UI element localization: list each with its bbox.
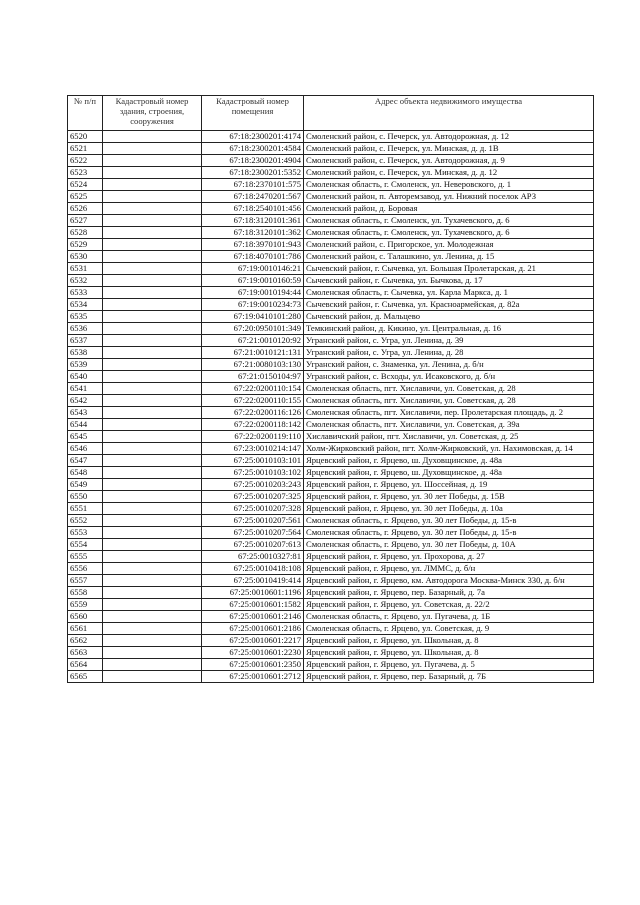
table-row [68,371,594,383]
premises-cadastral-cell: 67:19:0410101:280 [202,311,304,323]
premises-cadastral-cell: 67:25:0010207:561 [202,515,304,527]
row-number-cell: 6563 [68,647,103,659]
premises-cadastral-cell: 67:25:0010601:2230 [202,647,304,659]
table-row [68,455,594,467]
row-number-cell: 6551 [68,503,103,515]
address-cell: Хиславичский район, пгт. Хиславичи, ул. Советская, д. 25 [304,431,594,443]
address-cell: Смоленская область, пгт. Хиславичи, ул. Советская, д. 39а [304,419,594,431]
building-cadastral-cell [103,215,202,227]
header-number: № п/п [68,96,103,131]
row-number-cell: 6523 [68,167,103,179]
address-cell: Смоленская область, г. Смоленск, ул. Тухачевского, д. 6 [304,227,594,239]
building-cadastral-cell [103,191,202,203]
building-cadastral-cell [103,527,202,539]
address-cell: Угранский район, с. Угра, ул. Ленина, д. 28 [304,347,594,359]
premises-cadastral-cell: 67:25:0010601:2350 [202,659,304,671]
address-cell: Сычевский район, д. Мальцево [304,311,594,323]
row-number-cell: 6554 [68,539,103,551]
table-row [68,215,594,227]
premises-cadastral-cell: 67:22:0200119:110 [202,431,304,443]
building-cadastral-cell [103,227,202,239]
table-row [68,359,594,371]
address-cell: Ярцевский район, г. Ярцево, ул. 30 лет Победы, д. 15В [304,491,594,503]
table-row [68,635,594,647]
table-row [68,131,594,143]
building-cadastral-cell [103,587,202,599]
row-number-cell: 6538 [68,347,103,359]
premises-cadastral-cell: 67:25:0010601:1196 [202,587,304,599]
address-cell: Ярцевский район, г. Ярцево, ш. Духовщинское, д. 48а [304,467,594,479]
address-cell: Ярцевский район, г. Ярцево, пер. Базарный, д. 7а [304,587,594,599]
address-cell: Угранский район, с. Знаменка, ул. Ленина, д. б/н [304,359,594,371]
table-row [68,143,594,155]
row-number-cell: 6537 [68,335,103,347]
premises-cadastral-cell: 67:25:0010203:243 [202,479,304,491]
address-cell: Ярцевский район, г. Ярцево, ул. Пугачева, д. 5 [304,659,594,671]
table-body [68,131,594,683]
row-number-cell: 6522 [68,155,103,167]
address-cell: Сычевский район, г. Сычевка, ул. Красноармейская, д. 82а [304,299,594,311]
building-cadastral-cell [103,491,202,503]
premises-cadastral-cell: 67:25:0010601:1582 [202,599,304,611]
row-number-cell: 6559 [68,599,103,611]
property-registry-table [67,95,594,683]
address-cell: Смоленская область, г. Ярцево, ул. 30 лет Победы, д. 10А [304,539,594,551]
premises-cadastral-cell: 67:19:0010234:73 [202,299,304,311]
building-cadastral-cell [103,671,202,683]
address-cell: Ярцевский район, г. Ярцево, ул. Школьная, д. 8 [304,647,594,659]
address-cell: Холм-Жирковский район, пгт. Холм-Жирковский, ул. Нахимовская, д. 14 [304,443,594,455]
row-number-cell: 6521 [68,143,103,155]
table-row [68,431,594,443]
row-number-cell: 6561 [68,623,103,635]
address-cell: Угранский район, с. Угра, ул. Ленина, д. 39 [304,335,594,347]
address-cell: Сычевский район, г. Сычевка, ул. Бычкова, д. 17 [304,275,594,287]
premises-cadastral-cell: 67:25:0010601:2186 [202,623,304,635]
premises-cadastral-cell: 67:18:3120101:362 [202,227,304,239]
row-number-cell: 6532 [68,275,103,287]
building-cadastral-cell [103,455,202,467]
row-number-cell: 6527 [68,215,103,227]
address-cell: Ярцевский район, г. Ярцево, ш. Духовщинское, д. 48а [304,455,594,467]
row-number-cell: 6543 [68,407,103,419]
premises-cadastral-cell: 67:18:2300201:4584 [202,143,304,155]
premises-cadastral-cell: 67:25:0010327:81 [202,551,304,563]
building-cadastral-cell [103,251,202,263]
table-row [68,299,594,311]
premises-cadastral-cell: 67:21:0150104:97 [202,371,304,383]
table-row [68,419,594,431]
row-number-cell: 6564 [68,659,103,671]
table-row [68,383,594,395]
building-cadastral-cell [103,299,202,311]
premises-cadastral-cell: 67:25:0010601:2712 [202,671,304,683]
row-number-cell: 6539 [68,359,103,371]
premises-cadastral-cell: 67:19:0010160:59 [202,275,304,287]
table-row [68,167,594,179]
premises-cadastral-cell: 67:19:0010146:21 [202,263,304,275]
premises-cadastral-cell: 67:22:0200110:154 [202,383,304,395]
premises-cadastral-cell: 67:21:0010120:92 [202,335,304,347]
table-row [68,647,594,659]
premises-cadastral-cell: 67:19:0010194:44 [202,287,304,299]
row-number-cell: 6530 [68,251,103,263]
header-row [68,96,594,131]
table-row [68,551,594,563]
building-cadastral-cell [103,647,202,659]
building-cadastral-cell [103,263,202,275]
premises-cadastral-cell: 67:25:0010207:325 [202,491,304,503]
premises-cadastral-cell: 67:20:0950101:349 [202,323,304,335]
premises-cadastral-cell: 67:22:0200110:155 [202,395,304,407]
table-row [68,407,594,419]
table-row [68,323,594,335]
premises-cadastral-cell: 67:25:0010207:613 [202,539,304,551]
header-premises-cadastral: Кадастровый номер помещения [202,96,304,131]
row-number-cell: 6552 [68,515,103,527]
table-row [68,671,594,683]
address-cell: Ярцевский район, г. Ярцево, ул. ЛММС, д. б/н [304,563,594,575]
table-row [68,239,594,251]
building-cadastral-cell [103,155,202,167]
row-number-cell: 6547 [68,455,103,467]
row-number-cell: 6535 [68,311,103,323]
table-row [68,587,594,599]
building-cadastral-cell [103,359,202,371]
row-number-cell: 6533 [68,287,103,299]
row-number-cell: 6562 [68,635,103,647]
address-cell: Смоленский район, с. Печерск, ул. Автодорожная, д. 9 [304,155,594,167]
premises-cadastral-cell: 67:18:2300201:4904 [202,155,304,167]
table-row [68,563,594,575]
address-cell: Смоленская область, г. Ярцево, ул. 30 лет Победы, д. 15-в [304,527,594,539]
row-number-cell: 6531 [68,263,103,275]
table-row [68,155,594,167]
address-cell: Смоленская область, пгт. Хиславичи, ул. Советская, д. 28 [304,383,594,395]
row-number-cell: 6553 [68,527,103,539]
premises-cadastral-cell: 67:22:0200118:142 [202,419,304,431]
address-cell: Ярцевский район, г. Ярцево, ул. Советская, д. 22/2 [304,599,594,611]
building-cadastral-cell [103,443,202,455]
address-cell: Смоленская область, г. Смоленск, ул. Тухачевского, д. 6 [304,215,594,227]
table-row [68,179,594,191]
table-row [68,479,594,491]
premises-cadastral-cell: 67:25:0010601:2217 [202,635,304,647]
building-cadastral-cell [103,143,202,155]
table-row [68,539,594,551]
building-cadastral-cell [103,275,202,287]
table-row [68,515,594,527]
address-cell: Ярцевский район, г. Ярцево, км. Автодорога Москва-Минск 330, д. б/н [304,575,594,587]
address-cell: Ярцевский район, г. Ярцево, ул. Школьная, д. 8 [304,635,594,647]
address-cell: Сычевский район, г. Сычевка, ул. Большая Пролетарская, д. 21 [304,263,594,275]
premises-cadastral-cell: 67:25:0010601:2146 [202,611,304,623]
address-cell: Смоленская область, г. Смоленск, ул. Неверовского, д. 1 [304,179,594,191]
premises-cadastral-cell: 67:25:0010418:108 [202,563,304,575]
row-number-cell: 6560 [68,611,103,623]
row-number-cell: 6534 [68,299,103,311]
building-cadastral-cell [103,599,202,611]
address-cell: Смоленская область, г. Сычевка, ул. Карла Маркса, д. 1 [304,287,594,299]
building-cadastral-cell [103,407,202,419]
table-row [68,395,594,407]
row-number-cell: 6544 [68,419,103,431]
address-cell: Смоленская область, пгт. Хиславичи, пер. Пролетарская площадь, д. 2 [304,407,594,419]
premises-cadastral-cell: 67:18:3970101:943 [202,239,304,251]
building-cadastral-cell [103,503,202,515]
row-number-cell: 6520 [68,131,103,143]
table-row [68,275,594,287]
address-cell: Смоленский район, с. Пригорское, ул. Молодежная [304,239,594,251]
row-number-cell: 6548 [68,467,103,479]
table-row [68,491,594,503]
header-building-cadastral: Кадастровый номер здания, строения, сооружения [103,96,202,131]
table-row [68,575,594,587]
row-number-cell: 6550 [68,491,103,503]
address-cell: Ярцевский район, г. Ярцево, ул. Шоссейная, д. 19 [304,479,594,491]
address-cell: Ярцевский район, г. Ярцево, ул. Прохорова, д. 27 [304,551,594,563]
building-cadastral-cell [103,635,202,647]
table-row [68,623,594,635]
building-cadastral-cell [103,311,202,323]
table-row [68,443,594,455]
table-row [68,263,594,275]
building-cadastral-cell [103,431,202,443]
address-cell: Смоленский район, с. Печерск, ул. Автодорожная, д. 12 [304,131,594,143]
premises-cadastral-cell: 67:25:0010207:328 [202,503,304,515]
table-row [68,503,594,515]
building-cadastral-cell [103,131,202,143]
address-cell: Угранский район, с. Всходы, ул. Исаковского, д. б/н [304,371,594,383]
building-cadastral-cell [103,167,202,179]
address-cell: Смоленская область, г. Ярцево, ул. Советская, д. 9 [304,623,594,635]
building-cadastral-cell [103,179,202,191]
building-cadastral-cell [103,239,202,251]
row-number-cell: 6524 [68,179,103,191]
table-header [68,96,594,131]
table-row [68,599,594,611]
premises-cadastral-cell: 67:25:0010103:101 [202,455,304,467]
row-number-cell: 6525 [68,191,103,203]
row-number-cell: 6557 [68,575,103,587]
premises-cadastral-cell: 67:25:0010207:564 [202,527,304,539]
table-row [68,227,594,239]
row-number-cell: 6542 [68,395,103,407]
table-row [68,335,594,347]
premises-cadastral-cell: 67:23:0010214:147 [202,443,304,455]
building-cadastral-cell [103,611,202,623]
premises-cadastral-cell: 67:18:2300201:5352 [202,167,304,179]
building-cadastral-cell [103,335,202,347]
table-row [68,311,594,323]
row-number-cell: 6526 [68,203,103,215]
building-cadastral-cell [103,623,202,635]
building-cadastral-cell [103,371,202,383]
row-number-cell: 6558 [68,587,103,599]
address-cell: Смоленская область, г. Ярцево, ул. Пугачева, д. 1Б [304,611,594,623]
table-row [68,611,594,623]
address-cell: Темкинский район, д. Кикино, ул. Центральная, д. 16 [304,323,594,335]
table-row [68,287,594,299]
address-cell: Смоленский район, с. Печерск, ул. Минская, д. д. 12 [304,167,594,179]
address-cell: Ярцевский район, г. Ярцево, ул. 30 лет Победы, д. 10а [304,503,594,515]
table-row [68,251,594,263]
building-cadastral-cell [103,467,202,479]
building-cadastral-cell [103,515,202,527]
building-cadastral-cell [103,287,202,299]
address-cell: Смоленский район, с. Талашкино, ул. Ленина, д. 15 [304,251,594,263]
header-address: Адрес объекта недвижимого имущества [304,96,594,131]
table-row [68,527,594,539]
row-number-cell: 6528 [68,227,103,239]
premises-cadastral-cell: 67:18:2540101:456 [202,203,304,215]
row-number-cell: 6556 [68,563,103,575]
address-cell: Смоленский район, д. Боровая [304,203,594,215]
table-row [68,191,594,203]
address-cell: Ярцевский район, г. Ярцево, пер. Базарный, д. 7Б [304,671,594,683]
building-cadastral-cell [103,551,202,563]
address-cell: Смоленская область, г. Ярцево, ул. 30 лет Победы, д. 15-в [304,515,594,527]
row-number-cell: 6549 [68,479,103,491]
premises-cadastral-cell: 67:18:2300201:4174 [202,131,304,143]
row-number-cell: 6529 [68,239,103,251]
row-number-cell: 6546 [68,443,103,455]
row-number-cell: 6545 [68,431,103,443]
premises-cadastral-cell: 67:25:0010103:102 [202,467,304,479]
building-cadastral-cell [103,395,202,407]
row-number-cell: 6565 [68,671,103,683]
premises-cadastral-cell: 67:18:2370101:575 [202,179,304,191]
row-number-cell: 6555 [68,551,103,563]
building-cadastral-cell [103,419,202,431]
row-number-cell: 6540 [68,371,103,383]
address-cell: Смоленская область, пгт. Хиславичи, ул. Советская, д. 28 [304,395,594,407]
premises-cadastral-cell: 67:18:2470201:567 [202,191,304,203]
building-cadastral-cell [103,563,202,575]
row-number-cell: 6541 [68,383,103,395]
table-row [68,467,594,479]
building-cadastral-cell [103,347,202,359]
premises-cadastral-cell: 67:18:4070101:786 [202,251,304,263]
row-number-cell: 6536 [68,323,103,335]
building-cadastral-cell [103,383,202,395]
table-row [68,347,594,359]
building-cadastral-cell [103,203,202,215]
building-cadastral-cell [103,323,202,335]
table-row [68,659,594,671]
premises-cadastral-cell: 67:25:0010419:414 [202,575,304,587]
building-cadastral-cell [103,575,202,587]
table-row [68,203,594,215]
premises-cadastral-cell: 67:21:0080103:130 [202,359,304,371]
premises-cadastral-cell: 67:18:3120101:361 [202,215,304,227]
building-cadastral-cell [103,539,202,551]
address-cell: Смоленский район, с. Печерск, ул. Минская, д. д. 1В [304,143,594,155]
building-cadastral-cell [103,479,202,491]
premises-cadastral-cell: 67:22:0200116:126 [202,407,304,419]
building-cadastral-cell [103,659,202,671]
premises-cadastral-cell: 67:21:0010121:131 [202,347,304,359]
address-cell: Смоленский район, п. Авторемзавод, ул. Нижний поселок АРЗ [304,191,594,203]
